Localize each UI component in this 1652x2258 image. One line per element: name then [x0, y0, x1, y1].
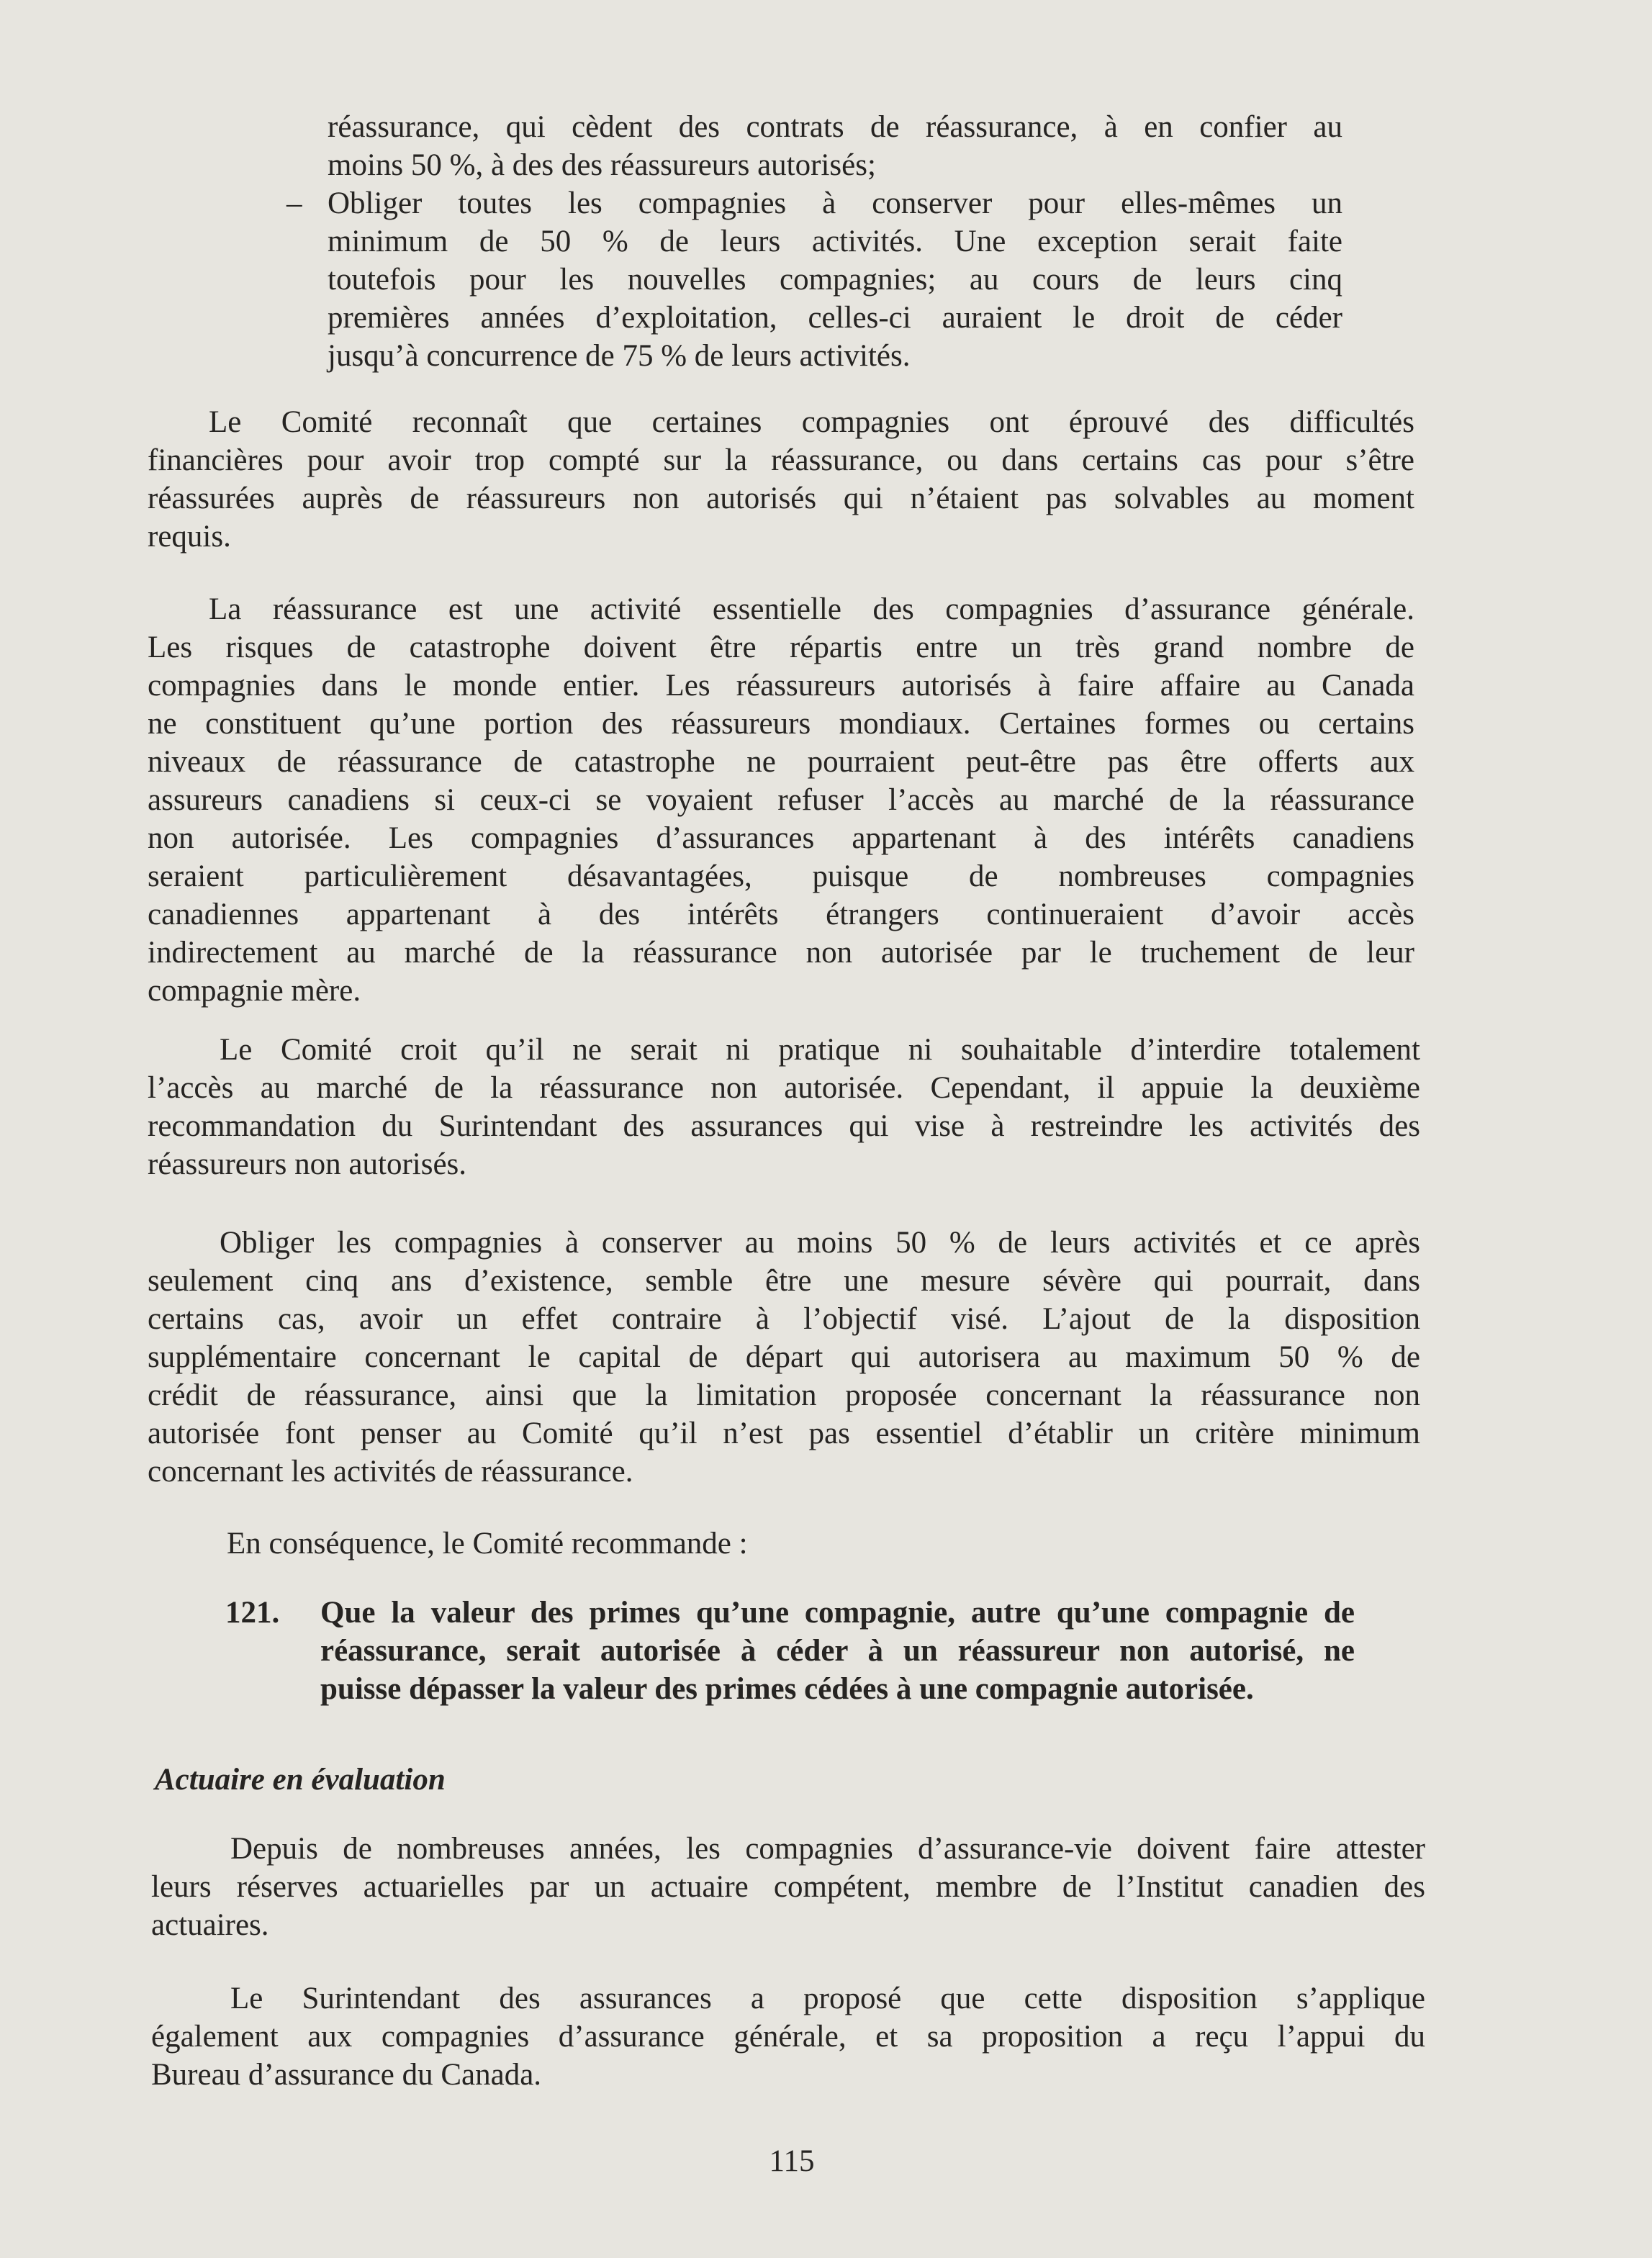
- paragraph: [151, 1979, 1425, 2094]
- text-line: Obliger les compagnies à conserver au moins 50 % de leurs activités et ce après: [220, 1226, 1420, 1260]
- text-line: Bureau d’assurance du Canada.: [151, 2058, 542, 2092]
- paragraph: [148, 590, 1414, 1010]
- text-line: compagnies dans le monde entier. Les réassureurs autorisés à faire affaire au Canada: [148, 669, 1414, 703]
- text-line: l’accès au marché de la réassurance non autorisée. Cependant, il appuie la deuxième: [148, 1071, 1420, 1105]
- page-number: 115: [769, 2144, 815, 2178]
- text-line: Le Comité croit qu’il ne serait ni pratique ni souhaitable d’interdire totalement: [220, 1033, 1420, 1067]
- text-line: actuaires.: [151, 1908, 269, 1942]
- text-line: Le Surintendant des assurances a proposé que cette disposition s’applique: [230, 1982, 1425, 2015]
- text-line: autorisée font penser au Comité qu’il n’est pas essentiel d’établir un critère minimum: [148, 1417, 1420, 1450]
- text-line: réassurance, serait autorisée à céder à un réassureur non autorisé, ne: [320, 1634, 1355, 1668]
- text-line: En conséquence, le Comité recommande :: [227, 1527, 748, 1561]
- text-line: minimum de 50 % de leurs activités. Une exception serait faite: [328, 225, 1342, 258]
- text-line: recommandation du Surintendant des assurances qui vise à restreindre les activités des: [148, 1109, 1420, 1143]
- text-line: moins 50 %, à des des réassureurs autorisés;: [328, 148, 876, 182]
- paragraph: [148, 1031, 1420, 1183]
- recommendation: [320, 1594, 1355, 1708]
- text-line: Que la valeur des primes qu’une compagnie, autre qu’une compagnie de: [320, 1596, 1355, 1630]
- paragraph: [151, 1830, 1425, 1944]
- text-line: premières années d’exploitation, celles-ci auraient le droit de céder: [328, 301, 1342, 335]
- text-line: indirectement au marché de la réassurance non autorisée par le truchement de leur: [148, 936, 1414, 970]
- recommendation-number: 121.: [225, 1596, 280, 1630]
- paragraph: [148, 1224, 1420, 1491]
- text-line: non autorisée. Les compagnies d’assurances appartenant à des intérêts canadiens: [148, 821, 1414, 855]
- list-item: [328, 184, 1342, 375]
- text-line: également aux compagnies d’assurance générale, et sa proposition a reçu l’appui du: [151, 2020, 1425, 2054]
- text-line: réassurance, qui cèdent des contrats de réassurance, à en confier au: [328, 110, 1342, 144]
- text-line: certains cas, avoir un effet contraire à l’objectif visé. L’ajout de la disposition: [148, 1302, 1420, 1336]
- text-line: Depuis de nombreuses années, les compagnies d’assurance-vie doivent faire attester: [230, 1832, 1425, 1866]
- text-line: Le Comité reconnaît que certaines compagnies ont éprouvé des difficultés: [209, 405, 1414, 439]
- list-item-continuation: [328, 108, 1342, 184]
- text-line: La réassurance est une activité essentielle des compagnies d’assurance générale.: [209, 592, 1414, 626]
- paragraph: [148, 403, 1414, 556]
- text-line: Obliger toutes les compagnies à conserver pour elles-mêmes un: [328, 186, 1342, 220]
- text-line: canadiennes appartenant à des intérêts étrangers continueraient d’avoir accès: [148, 898, 1414, 931]
- text-line: seraient particulièrement désavantagées, puisque de nombreuses compagnies: [148, 859, 1414, 893]
- list-dash: –: [286, 186, 302, 220]
- text-line: financières pour avoir trop compté sur la réassurance, ou dans certains cas pour s’être: [148, 443, 1414, 477]
- text-line: puisse dépasser la valeur des primes cédées à une compagnie autorisée.: [320, 1672, 1254, 1706]
- section-heading: Actuaire en évaluation: [155, 1763, 446, 1797]
- text-line: toutefois pour les nouvelles compagnies; au cours de leurs cinq: [328, 263, 1342, 297]
- paragraph: [148, 1525, 1422, 1563]
- text-line: Les risques de catastrophe doivent être répartis entre un très grand nombre de: [148, 631, 1414, 664]
- text-line: seulement cinq ans d’existence, semble être une mesure sévère qui pourrait, dans: [148, 1264, 1420, 1298]
- text-line: concernant les activités de réassurance.: [148, 1455, 633, 1489]
- text-line: réassurées auprès de réassureurs non autorisés qui n’étaient pas solvables au moment: [148, 482, 1414, 515]
- text-line: crédit de réassurance, ainsi que la limitation proposée concernant la réassurance non: [148, 1378, 1420, 1412]
- text-line: ne constituent qu’une portion des réassureurs mondiaux. Certaines formes ou certains: [148, 707, 1414, 741]
- text-line: supplémentaire concernant le capital de départ qui autorisera au maximum 50 % de: [148, 1340, 1420, 1374]
- text-line: jusqu’à concurrence de 75 % de leurs activités.: [328, 339, 911, 373]
- text-line: compagnie mère.: [148, 974, 361, 1008]
- text-line: leurs réserves actuarielles par un actuaire compétent, membre de l’Institut canadien des: [151, 1870, 1425, 1904]
- text-line: assureurs canadiens si ceux-ci se voyaient refuser l’accès au marché de la réassurance: [148, 783, 1414, 817]
- text-line: réassureurs non autorisés.: [148, 1147, 467, 1181]
- text-line: niveaux de réassurance de catastrophe ne pourraient peut-être pas être offerts aux: [148, 745, 1414, 779]
- text-line: requis.: [148, 520, 231, 554]
